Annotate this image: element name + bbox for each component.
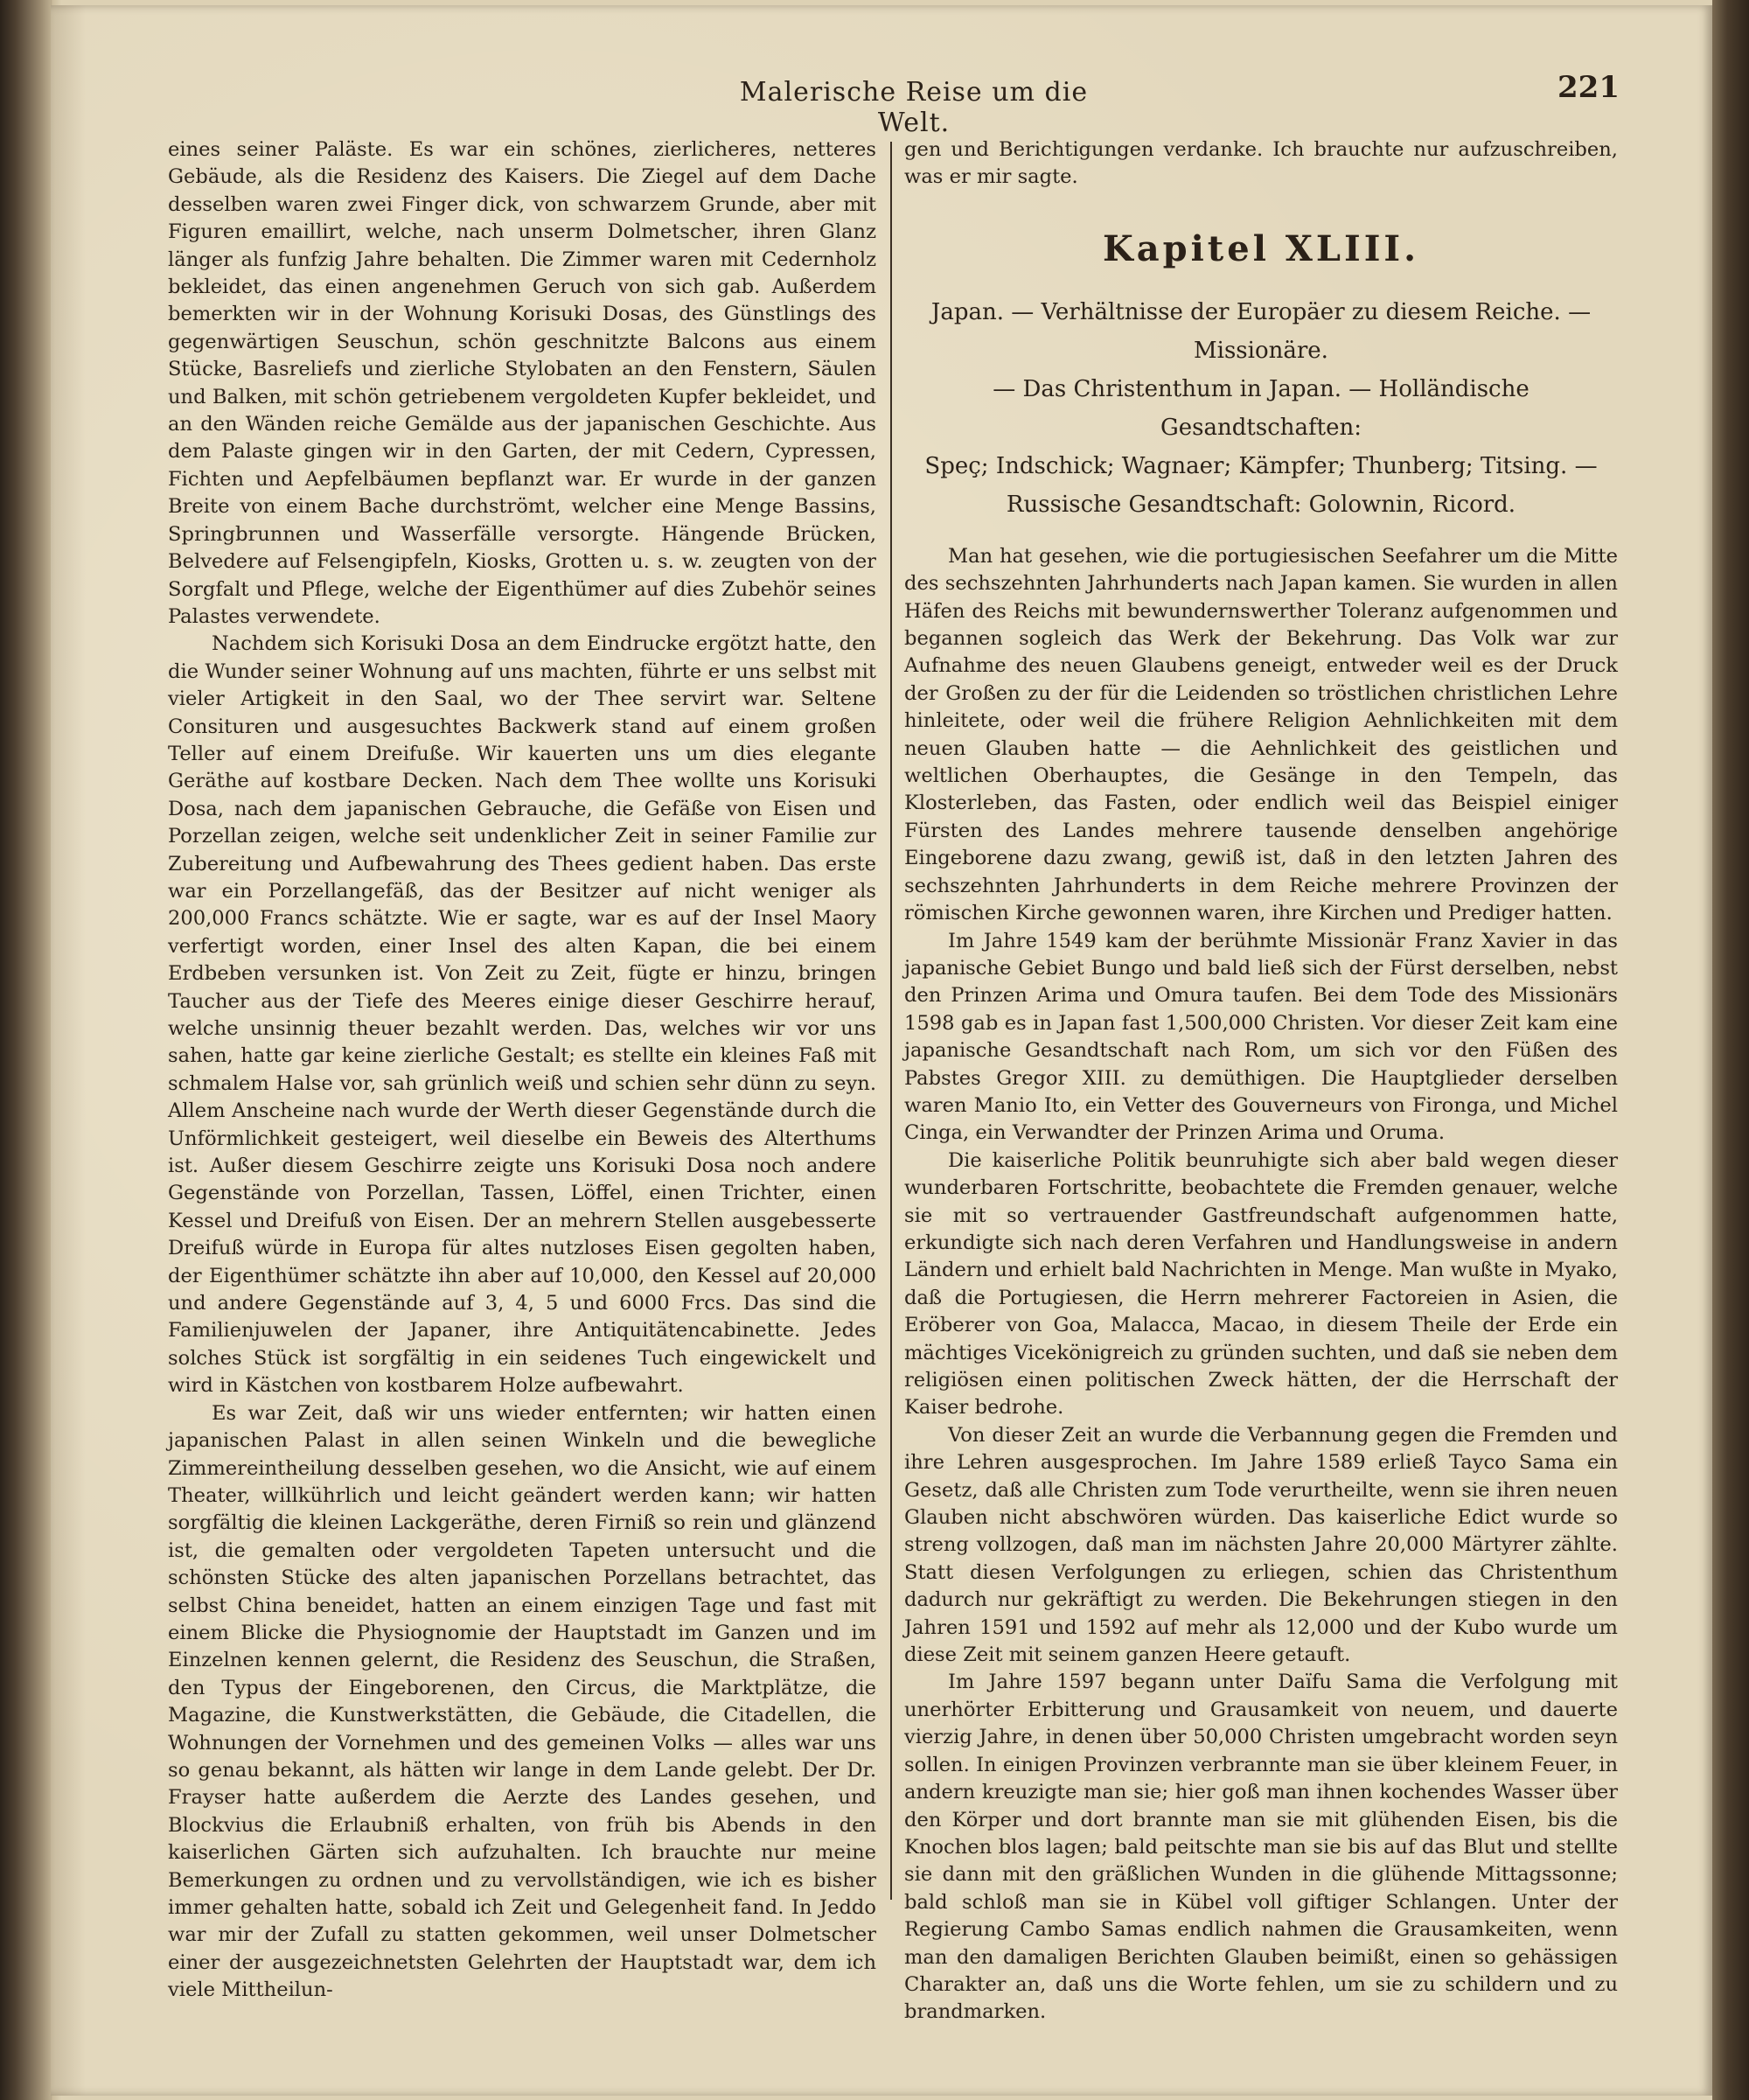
- book-edge-right: [1712, 0, 1749, 2100]
- paragraph: Nachdem sich Korisuki Dosa an dem Eindrucke ergötzt hatte, den die Wunder seiner Wohnung auf uns machten, führte er uns selbst mit vieler Artigkeit in den Saal, wo der Thee servirt war. Seltene Consituren und ausgesuchtes Backwerk stand auf einem großen Teller auf einem Dreifuße. Wir kauerten uns um dies elegante Geräthe auf kostbare Decken. Nach dem Thee wollte uns Korisuki Dosa, nach dem japanischen Gebrauche, die Gefäße von Eisen und Porzellan zeigen, welche seit undenklicher Zeit in seiner Familie zur Zubereitung und Aufbewahrung des Thees gedient haben. Das erste war ein Porzellangefäß, das der Besitzer auf nicht weniger als 200,000 Francs schätzte. Wie er sagte, war es auf der Insel Maory verfertigt worden, einer Insel des alten Kapan, die bei einem Erdbeben versunken ist. Von Zeit zu Zeit, fügte er hinzu, bringen Taucher aus der Tiefe des Meeres einige dieser Geschirre herauf, welche unsinnig theuer bezahlt werden. Das, welches wir vor uns sahen, hatte gar keine zierliche Gestalt; es stellte ein kleines Faß mit schmalem Halse vor, sah grünlich weiß und schien sehr dünn zu seyn. Allem Anscheine nach wurde der Werth dieser Gegenstände durch die Unförmlichkeit gesteigert, weil dieselbe ein Beweis des Alterthums ist. Außer diesem Geschirre zeigte uns Korisuki Dosa noch andere Gegenstände von Porzellan, Tassen, Löffel, einen Trichter, einen Kessel und Dreifuß von Eisen. Der an mehrern Stellen ausgebesserte Dreifuß würde in Europa für altes nutzloses Eisen gegolten haben, der Eigenthümer schätzte ihn aber auf 10,000, den Kessel auf 20,000 und andere Gegenstände auf 3, 4, 5 und 6000 Frcs. Das sind die Familienjuwelen der Japaner, ihre Antiquitätencabinette. Jedes solches Stück ist sorgfältig in ein seidenes Tuch eingewickelt und wird in Kästchen von kostbarem Holze aufbewahrt.: [168, 632, 876, 1398]
- running-head: Malerische Reise um die Welt.: [739, 77, 1089, 138]
- chapter-summary-line: Japan. — Verhältnisse der Europäer zu diesem Reiche. — Missionäre.: [930, 298, 1592, 364]
- paragraph: Im Jahre 1597 begann unter Daïfu Sama die Verfolgung mit unerhörter Erbitterung und Grausamkeit von neuem, und dauerte vierzig Jahre, in denen über 50,000 Christen umgebracht worden seyn sollen. In einigen Provinzen verbrannte man sie über kleinem Feuer, in andern kreuzigte man sie; hier goß man ihnen kochendes Wasser über den Körper und dort brannte man sie mit glühenden Eisen, bis die Knochen blos lagen; bald peitschte man sie bis auf das Blut und stellte sie dann mit den gräßlichen Wunden in die glühende Mittagssonne; bald schloß man sie in Kübel voll giftiger Schlangen. Unter der Regierung Cambo Samas endlich nahmen die Grausamkeiten, wenn man den damaligen Berichten Glauben beimißt, einen so gehässigen Charakter an, daß uns die Worte fehlen, um sie zu schildern und zu brandmarken.: [904, 1671, 1618, 2024]
- paragraph: Die kaiserliche Politik beunruhigte sich aber bald wegen dieser wunderbaren Fortschritte, beobachtete die Fremden genauer, welche sie mit so vertrauender Gastfreundschaft aufgenommen hatte, erkundigte sich nach deren Verfahren und Handlungsweise in andern Ländern und erhielt bald Nachrichten in Menge. Man wußte in Myako, daß die Portugiesen, die Herrn mehrerer Factoreien in Asien, die Eröberer von Goa, Malacca, Macao, in diesem Theile der Erde ein mächtiges Vicekönigreich zu gründen suchten, und daß sie neben dem religiösen einen politischen Zweck hätten, der die Herrschaft der Kaiser bedrohe.: [904, 1148, 1618, 1420]
- chapter-summary: [904, 293, 1618, 524]
- left-column: [168, 136, 876, 2005]
- chapter-heading: Kapitel XLIII.: [1102, 227, 1420, 269]
- paragraph: Von dieser Zeit an wurde die Verbannung gegen die Fremden und ihre Lehren ausgesprochen. Im Jahre 1589 erließ Tayco Sama ein Gesetz, daß alle Christen zum Tode verurtheilte, wenn sie ihren neuen Glauben nicht abschwören würden. Das kaiserliche Edict wurde so streng vollzogen, daß man im nächsten Jahre 20,000 Märtyrer zählte. Statt diesen Verfolgungen zu erliegen, schien das Christenthum dadurch nur gekräftigt zu werden. Die Bekehrungen stiegen in den Jahren 1591 und 1592 auf mehr als 12,000 und der Kubo wurde um diese Zeit mit seinem ganzen Heere getauft.: [904, 1423, 1618, 1667]
- paragraph: Im Jahre 1549 kam der berühmte Missionär Franz Xavier in das japanische Gebiet Bungo und bald ließ sich der Fürst derselben, nebst den Prinzen Arima und Omura taufen. Bei dem Tode des Missionärs 1598 gab es in Japan fast 1,500,000 Christen. Vor dieser Zeit kam eine japanische Gesandtschaft nach Rom, um sich vor den Füßen des Pabstes Gregor XIII. zu demüthigen. Die Hauptglieder derselben waren Manio Ito, ein Vetter des Gouverneurs von Fironga, und Michel Cinga, ein Verwandter der Prinzen Arima und Oruma.: [904, 929, 1618, 1145]
- paragraph: eines seiner Paläste. Es war ein schönes, zierlicheres, netteres Gebäude, als die Residenz des Kaisers. Die Ziegel auf dem Dache desselben waren zwei Finger dick, von schwarzem Grunde, aber mit Figuren emaillirt, welche, nach unserm Dolmetscher, ihren Glanz länger als funfzig Jahre behalten. Die Zimmer waren mit Cedernholz bekleidet, das einen angenehmen Geruch von sich gab. Außerdem bemerkten wir in der Wohnung Korisuki Dosas, des Günstlings des gegenwärtigen Seuschun, schön geschnitzte Balcons aus einem Stücke, Basreliefs und zierliche Stylobaten an den Fenstern, Säulen und Balken, mit schön getriebenem vergoldeten Kupfer bekleidet, und an den Wänden reiche Gemälde aus der japanischen Geschichte. Aus dem Palaste gingen wir in den Garten, der mit Cedern, Cypressen, Fichten und Aepfelbäumen bepflanzt war. Er wurde in der ganzen Breite von einem Bache durchströmt, welcher eine Menge Bassins, Springbrunnen und Wasserfälle versorgte. Hängende Brücken, Belvedere auf Felsengipfeln, Kiosks, Grotten u. s. w. zeugten von der Sorgfalt und Pflege, welche der Eigenthümer auf dies Zubehör seines Palastes verwendete.: [168, 138, 876, 628]
- chapter-summary-line: Russische Gesandtschaft: Golownin, Ricord.: [1006, 491, 1516, 518]
- chapter-summary-line: — Das Christenthum in Japan. — Holländische Gesandtschaften:: [993, 375, 1530, 441]
- page-number: 221: [1557, 70, 1620, 105]
- previous-page-edge: [0, 0, 51, 2100]
- right-column: [904, 136, 1618, 2027]
- paragraph-continuation: gen und Berichtigungen verdanke. Ich brauchte nur aufzuschreiben, was er mir sagte.: [904, 138, 1618, 189]
- paragraph: Man hat gesehen, wie die portugiesischen Seefahrer um die Mitte des sechszehnten Jahrhunderts nach Japan kamen. Sie wurden in allen Häfen des Reichs mit bewundernswerther Toleranz aufgenommen und begannen sogleich das Werk der Bekehrung. Das Volk war zur Aufnahme des neuen Glaubens geneigt, entweder weil es der Druck der Großen zu der für die Leidenden so tröstlichen christlichen Lehre hinleitete, oder weil die frühere Religion Aehnlichkeiten mit dem neuen Glauben hatte — die Aehnlichkeit des geistlichen und weltlichen Oberhauptes, die Gesänge in den Tempeln, das Klosterleben, das Fasten, oder endlich weil das Beispiel einiger Fürsten des Landes mehrere tausende denselben angehörige Eingeborene dazu zwang, gewiß ist, daß in den letzten Jahren des sechszehnten Jahrhunderts in dem Reiche mehrere Provinzen der römischen Kirche gewonnen waren, ihre Kirchen und Prediger hatten.: [904, 544, 1618, 925]
- column-rule: [890, 142, 892, 1900]
- chapter-summary-line: Speç; Indschick; Wagnaer; Kämpfer; Thunberg; Titsing. —: [924, 452, 1598, 479]
- paragraph: Es war Zeit, daß wir uns wieder entfernten; wir hatten einen japanischen Palast in allen seinen Winkeln und die bewegliche Zimmereintheilung desselben gesehen, wo die Ansicht, wie auf einem Theater, willkührlich und leicht geändert werden kann; wir hatten sorgfältig die kleinen Lackgeräthe, deren Firniß so rein und glänzend ist, die gemalten oder vergoldeten Tapeten untersucht und die schönsten Stücke des alten japanischen Porzellans betrachtet, das selbst China beneidet, hatten an einem einzigen Tage und fast mit einem Blicke die Physiognomie der Hauptstadt im Ganzen und im Einzelnen kennen gelernt, die Residenz des Seuschun, die Straßen, den Typus der Eingeborenen, den Circus, die Marktplätze, die Magazine, die Kunstwerkstätten, die Gebäude, die Citadellen, die Wohnungen der Vornehmen und des gemeinen Volks — alles war uns so genau bekannt, als hätten wir lange in dem Lande gelebt. Der Dr. Frayser hatte außerdem die Aerzte des Landes gesehen, und Blockvius die Erlaubniß erhalten, von früh bis Abends in den kaiserlichen Gärten sich aufzuhalten. Ich brauchte nur meine Bemerkungen zu ordnen und zu vervollständigen, wie ich es bisher immer gehalten hatte, sobald ich Zeit und Gelegenheit fand. In Jeddo war mir der Zufall zu statten gekommen, weil unser Dolmetscher einer der ausgezeichnetsten Gelehrten der Hauptstadt war, dem ich viele Mittheilun-: [168, 1401, 876, 2002]
